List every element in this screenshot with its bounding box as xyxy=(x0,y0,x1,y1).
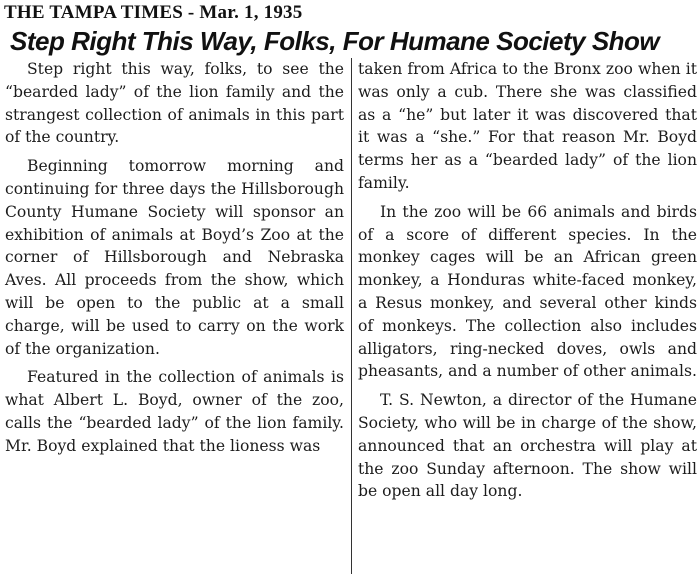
paragraph-bearded-lady-continued: taken from Africa to the Bronx zoo when it was only a cub. There she was classified as a “he” but later it was discovered that it was a “she.” For that reason Mr. Boyd terms her as a “bearded lady” of the lion family. xyxy=(358,60,697,192)
newspaper-masthead: THE TAMPA TIMES - Mar. 1, 1935 xyxy=(4,2,303,23)
left-column xyxy=(5,58,344,464)
paragraph-bearded-lady: Featured in the collection of animals is what Albert L. Boyd, owner of the zoo, calls the “bearded lady” of the lion family. Mr. Boyd explained that the lioness was xyxy=(5,368,344,455)
paragraph-intro: Step right this way, folks, to see the “bearded lady” of the lion family and the strangest collection of animals in this part of the country. xyxy=(5,60,344,147)
right-column xyxy=(358,58,697,509)
paragraph-exhibition: Beginning tomorrow morning and continuing for three days the Hillsborough County Humane Society will sponsor an exhibition of animals at Boyd’s Zoo at the corner of Hillsborough and Nebraska Aves. All proceeds from the show, which will be open to the public at a small charge, will be used to carry on the work of the organization. xyxy=(5,157,344,358)
article-headline: Step Right This Way, Folks, For Humane Society Show xyxy=(10,26,660,56)
paragraph-orchestra: T. S. Newton, a director of the Humane Society, who will be in charge of the show, announced that an orchestra will play at the zoo Sunday afternoon. The show will be open all day long. xyxy=(358,391,697,501)
paragraph-zoo-animals: In the zoo will be 66 animals and birds of a score of different species. In the monkey cages will be an African green monkey, a Honduras white-faced monkey, a Resus monkey, and several other kinds of monkeys. The collection also includes alligators, ring-necked doves, owls and pheasants, and a number of other animals. xyxy=(358,202,697,381)
column-divider xyxy=(351,58,352,574)
